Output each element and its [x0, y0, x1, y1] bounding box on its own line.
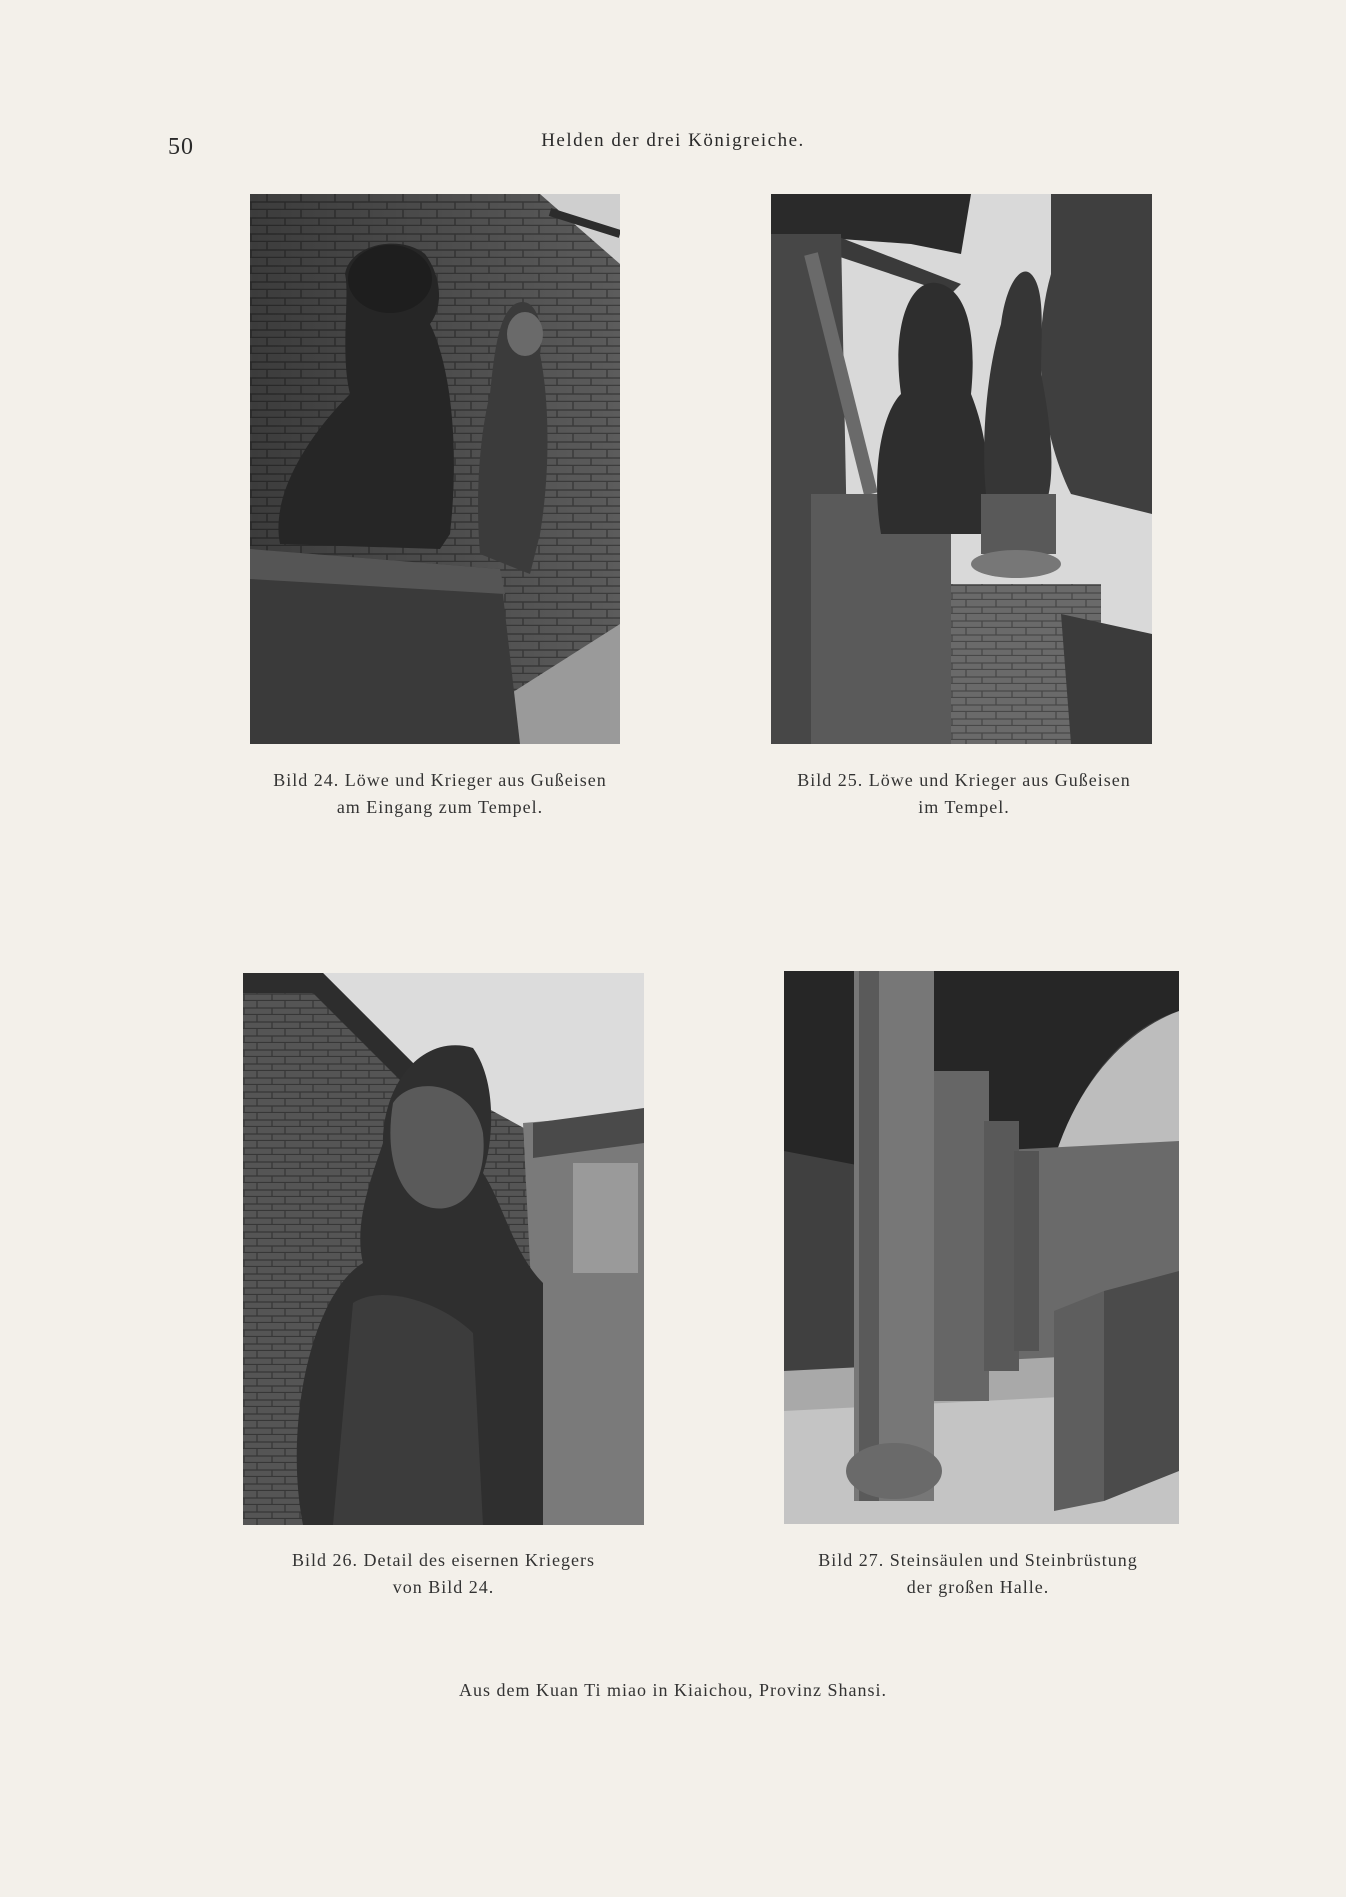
photo-bild-26	[243, 973, 644, 1525]
caption-bild-26	[240, 1547, 647, 1601]
photo-bild-24	[250, 194, 620, 744]
plate-source-caption: Aus dem Kuan Ti miao in Kiaichou, Provinz Shansi.	[459, 1680, 887, 1700]
photo-bild-25	[771, 194, 1152, 744]
caption-bild-25	[762, 767, 1166, 821]
caption-bild-24-line2: am Eingang zum Tempel.	[336, 797, 544, 817]
caption-bild-27-line1: Bild 27. Steinsäulen und Steinbrüstung	[818, 1550, 1138, 1570]
caption-bild-27-line2: der großen Halle.	[906, 1577, 1050, 1597]
caption-bild-27	[778, 1547, 1178, 1601]
caption-bild-24	[240, 767, 640, 821]
page-number: 50	[168, 134, 194, 160]
caption-bild-26-line2: von Bild 24.	[392, 1577, 495, 1597]
photo-bild-27	[784, 971, 1179, 1524]
caption-bild-26-line1: Bild 26. Detail des eisernen Kriegers	[292, 1550, 595, 1570]
caption-bild-25-line2: im Tempel.	[918, 797, 1010, 817]
caption-bild-25-line1: Bild 25. Löwe und Krieger aus Gußeisen	[797, 770, 1131, 790]
running-title: Helden der drei Königreiche.	[541, 130, 805, 151]
caption-bild-24-line1: Bild 24. Löwe und Krieger aus Gußeisen	[273, 770, 607, 790]
